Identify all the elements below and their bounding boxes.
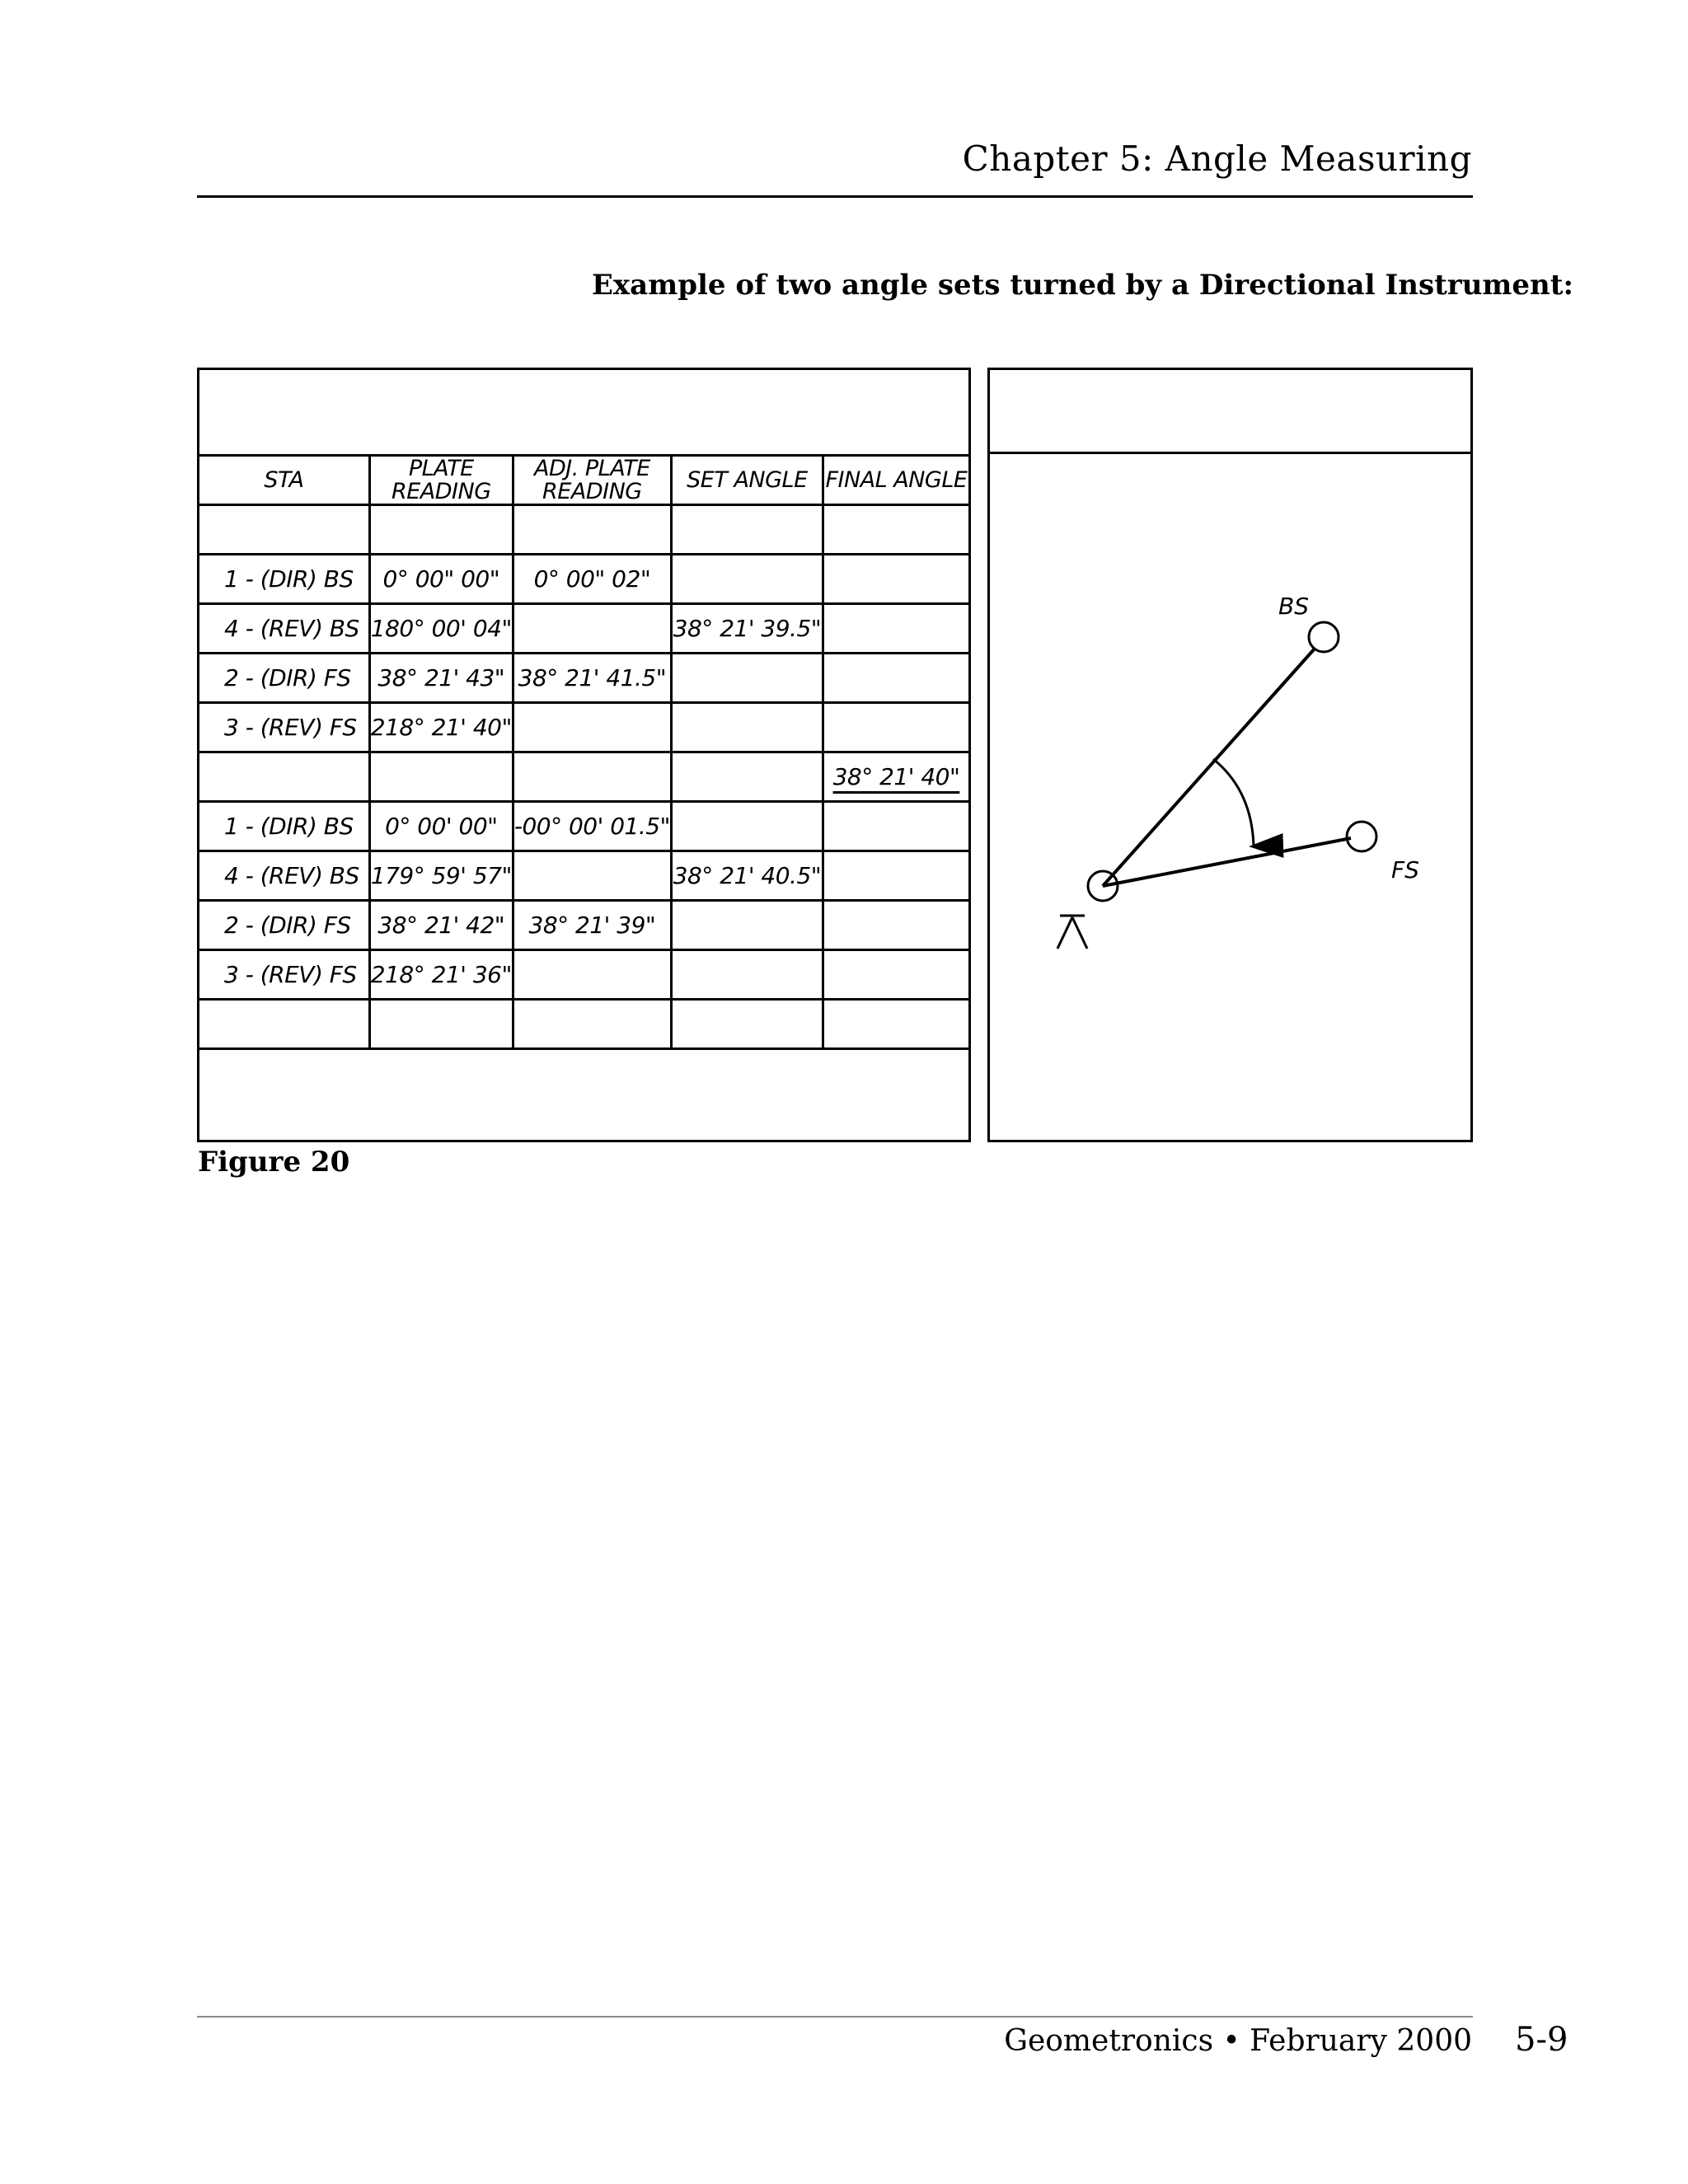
angle-diagram [990,370,1475,1145]
cell-set-angle [671,1000,823,1049]
cell-final-angle [823,802,968,851]
cell-adj-plate-reading: 0° 00" 02" [513,555,671,604]
fs-label: FS [1391,856,1419,883]
cell-set-angle [671,802,823,851]
cell-set-angle [671,654,823,703]
cell-set-angle: 38° 21' 39.5" [671,604,823,654]
table-row [199,950,968,1000]
cell-sta: 2 - (DIR) FS [199,654,369,703]
table-row [199,555,968,604]
cell-adj-plate-reading [513,851,671,901]
cell-adj-plate-reading [513,703,671,752]
cell-set-angle [671,555,823,604]
cell-sta: 1 - (DIR) BS [199,802,369,851]
cell-adj-plate-reading [513,604,671,654]
cell-plate-reading: 38° 21' 42" [369,901,513,950]
footer-text: Geometronics • February 2000 [1004,2024,1472,2058]
cell-sta [199,752,369,802]
cell-adj-plate-reading [513,1000,671,1049]
cell-sta [199,505,369,555]
cell-plate-reading [369,752,513,802]
table-row [199,654,968,703]
cell-final-angle [823,703,968,752]
cell-adj-plate-reading: 38° 21' 39" [513,901,671,950]
cell-plate-reading [369,505,513,555]
col-header-set-angle: SET ANGLE [671,456,823,505]
cell-plate-reading [369,1000,513,1049]
cell-sta: 1 - (DIR) BS [199,555,369,604]
cell-final-angle [823,901,968,950]
table-row [199,505,968,555]
header-rule [197,195,1473,198]
cell-plate-reading: 179° 59' 57" [369,851,513,901]
cell-set-angle [671,703,823,752]
fs-target-icon [1347,822,1376,851]
angle-table-box [197,368,971,1142]
cell-sta: 3 - (REV) FS [199,703,369,752]
cell-final-angle [823,1000,968,1049]
cell-final-angle [823,505,968,555]
cell-adj-plate-reading [513,505,671,555]
cell-set-angle [671,505,823,555]
table-row [199,1000,968,1049]
figure-caption: Example of two angle sets turned by a Directional Instrument: [592,269,1574,302]
cell-set-angle: 38° 21' 40.5" [671,851,823,901]
cell-sta: 2 - (DIR) FS [199,901,369,950]
cell-adj-plate-reading: 38° 21' 41.5" [513,654,671,703]
table-row [199,901,968,950]
angle-diagram-box [987,368,1473,1142]
cell-final-angle [823,950,968,1000]
table-row [199,802,968,851]
col-header-final-angle: FINAL ANGLE [823,456,968,505]
cell-adj-plate-reading [513,950,671,1000]
cell-plate-reading: 0° 00' 00" [369,802,513,851]
cell-plate-reading: 180° 00' 04" [369,604,513,654]
angle-table [199,454,968,1050]
table-row [199,851,968,901]
cell-sta: 3 - (REV) FS [199,950,369,1000]
cell-adj-plate-reading: -00° 00' 01.5" [513,802,671,851]
table-header-row [199,456,968,505]
table-row [199,752,968,802]
figure-label: Figure 20 [198,1146,350,1179]
table-row [199,703,968,752]
bs-target-icon [1309,622,1339,652]
cell-final-angle [823,851,968,901]
cell-set-angle [671,752,823,802]
table-row [199,604,968,654]
cell-set-angle [671,950,823,1000]
col-header-adj-plate-reading: ADJ. PLATE READING [513,456,671,505]
page-number: 5-9 [1515,2021,1568,2059]
cell-sta: 4 - (REV) BS [199,851,369,901]
footer-rule [197,2016,1473,2018]
cell-plate-reading: 218° 21' 36" [369,950,513,1000]
cell-set-angle [671,901,823,950]
cell-final-angle [823,604,968,654]
chapter-title: Chapter 5: Angle Measuring [962,138,1472,179]
cell-final-angle: 38° 21' 40" [823,752,968,802]
cell-final-angle [823,654,968,703]
col-header-sta: STA [199,456,369,505]
angle-arrow-icon [1213,759,1254,846]
cell-sta [199,1000,369,1049]
col-header-plate-reading: PLATE READING [369,456,513,505]
bs-label: BS [1278,593,1309,620]
cell-plate-reading: 38° 21' 43" [369,654,513,703]
cell-final-angle [823,555,968,604]
cell-plate-reading: 0° 00" 00" [369,555,513,604]
tripod-icon [1057,916,1087,949]
cell-plate-reading: 218° 21' 40" [369,703,513,752]
cell-sta: 4 - (REV) BS [199,604,369,654]
cell-adj-plate-reading [513,752,671,802]
